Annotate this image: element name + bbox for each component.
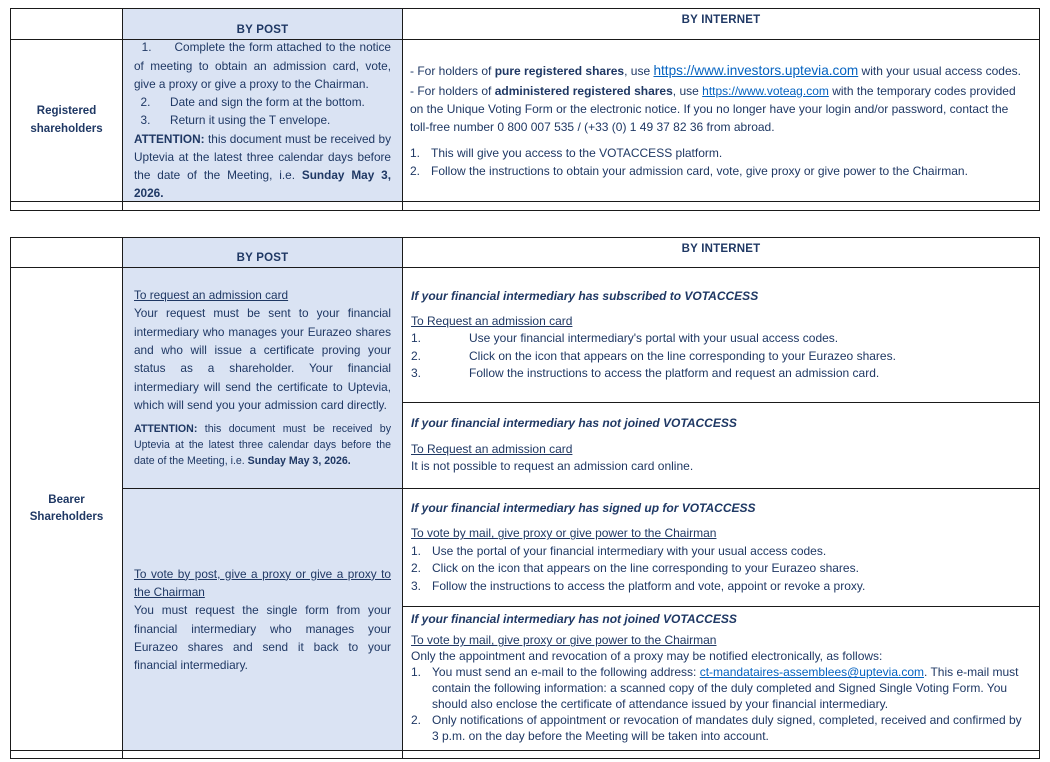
text-segment: To Request an admission card — [411, 441, 573, 456]
list-number: 1. — [411, 665, 422, 680]
text-block — [410, 82, 1029, 136]
text-segment: This will give you access to the VOTACCESS platform. — [431, 145, 723, 160]
uptevia-email-link[interactable]: ct-mandataires-assemblees@uptevia.com — [699, 665, 924, 680]
text-segment: ATTENTION: — [134, 131, 205, 146]
text-segment: It is not possible to request an admission card online. — [411, 459, 694, 474]
t1-by-internet-header — [403, 9, 1039, 40]
list-number: 3. — [411, 366, 422, 381]
text-segment: 1. Complete the form attached to the notice of meeting to obtain an admission card, vote, give a proxy or give a proxy to the Chairman. — [134, 40, 391, 91]
by-post-header-label: BY POST — [236, 24, 289, 36]
text-segment: Use your financial intermediary's portal with your usual access codes. — [469, 331, 839, 346]
text-segment: If your financial intermediary has signed up for VOTACCESS — [411, 501, 756, 516]
text-segment: To vote by mail, give proxy or give power to the Chairman — [411, 633, 717, 648]
text-block — [411, 633, 1029, 649]
registered-shareholders-table — [10, 8, 1040, 211]
list-number: 2. — [411, 348, 422, 363]
t2-spacer-cell — [403, 751, 1039, 758]
text-segment: Follow the instructions to access the platform and vote, appoint or revoke a proxy. — [432, 578, 866, 593]
text-segment: If your financial intermediary has subscribed to VOTACCESS — [411, 288, 759, 303]
spacer — [410, 136, 1029, 144]
text-block — [411, 365, 1029, 382]
text-segment: 3. Return it using the T envelope. — [134, 113, 331, 128]
text-block — [410, 61, 1029, 81]
spacer — [411, 517, 1029, 525]
text-block — [411, 458, 1029, 475]
spacer — [134, 414, 391, 422]
text-segment: pure registered shares — [494, 64, 625, 79]
t2-internet-votaccess-signed-up-cell — [403, 489, 1039, 607]
text-segment: To request an admission card — [134, 288, 289, 303]
t1-spacer-cell — [11, 202, 123, 210]
t2-by-post-header — [123, 238, 403, 268]
list-number: 1. — [411, 543, 422, 558]
t1-spacer-cell — [123, 202, 403, 210]
voteag-link[interactable]: https://www.voteag.com — [702, 83, 829, 98]
text-block — [134, 304, 391, 414]
text-block — [134, 422, 391, 470]
t1-spacer-cell — [403, 202, 1039, 210]
t2-by-internet-header — [403, 238, 1039, 268]
text-block — [134, 565, 391, 602]
text-segment: Sunday May 3, 2026. — [134, 168, 391, 201]
text-segment: Follow the instructions to access the platform and request an admission card. — [469, 366, 880, 381]
bearer-shareholders-table — [10, 237, 1040, 759]
list-number: 2. — [410, 163, 421, 178]
text-segment: this document must be received by Uptevia at the latest three calendar days before the date of the Meeting, i.e. — [134, 423, 391, 467]
t1-by-internet-cell — [403, 40, 1039, 202]
text-block — [410, 162, 1029, 180]
text-block — [411, 288, 1029, 305]
t1-by-post-cell — [123, 40, 403, 202]
t1-corner-cell — [11, 9, 123, 40]
text-segment: administered registered shares — [494, 83, 673, 98]
list-number: 3. — [411, 578, 422, 593]
text-segment: To vote by mail, give proxy or give power to the Chairman — [411, 526, 717, 541]
spacer — [411, 433, 1029, 441]
text-segment: Only the appointment and revocation of a proxy may be notified electronically, as follows: — [411, 649, 883, 664]
text-segment: If your financial intermediary has not joined VOTACCESS — [411, 416, 737, 431]
list-number: 2. — [411, 713, 422, 728]
text-block — [411, 313, 1029, 330]
text-segment: - For holders of — [410, 64, 495, 79]
t2-internet-votaccess-not-joined-admission-cell — [403, 403, 1039, 489]
t2-corner-cell — [11, 238, 123, 268]
text-segment: You must request the single form from your financial intermediary who manages your Eurazeo shares and send it back to your financial intermediary. — [134, 603, 391, 673]
by-internet-header-label: BY INTERNET — [681, 243, 761, 255]
text-segment: Follow the instructions to obtain your admission card, vote, give proxy or give power to the Chairman. — [431, 163, 968, 178]
text-block — [411, 560, 1029, 577]
text-block — [411, 348, 1029, 365]
text-block — [411, 578, 1029, 595]
text-segment: To Request an admission card — [411, 313, 573, 328]
t2-spacer-cell — [11, 751, 123, 758]
text-block — [411, 665, 1029, 713]
text-block — [134, 93, 391, 111]
text-segment: - For holders of — [410, 83, 495, 98]
text-block — [411, 525, 1029, 542]
text-segment: Only notifications of appointment or revocation of mandates duly signed, completed, received and confirmed by 3 p.m. on the day before the Meeting will be taken into account. — [432, 713, 1022, 744]
text-segment: You must send an e-mail to the following address: — [432, 665, 700, 680]
text-block — [134, 130, 391, 202]
text-block — [411, 441, 1029, 458]
by-post-header-label: BY POST — [236, 252, 289, 264]
text-segment: Use the portal of your financial intermediary with your usual access codes. — [432, 543, 827, 558]
list-number: 2. — [411, 561, 422, 576]
text-block — [410, 144, 1029, 162]
text-segment: ATTENTION: — [134, 423, 198, 436]
text-segment: this document must be received by Uptevia at the latest three calendar days before the date of the Meeting, i.e. — [134, 131, 391, 183]
t2-internet-votaccess-subscribed-cell — [403, 268, 1039, 403]
text-block — [134, 111, 391, 129]
text-block — [411, 612, 1029, 628]
t2-by-post-admission-cell — [123, 268, 403, 489]
investors-uptevia-link[interactable]: https://www.investors.uptevia.com — [653, 63, 859, 79]
t2-spacer-cell — [123, 751, 403, 758]
text-segment: 2. Date and sign the form at the bottom. — [134, 95, 365, 110]
bearer-shareholders-label-cell — [11, 268, 123, 751]
text-block — [411, 415, 1029, 432]
text-segment: Click on the icon that appears on the line corresponding to your Eurazeo shares. — [469, 348, 896, 363]
text-block — [411, 713, 1029, 745]
text-block — [411, 330, 1029, 347]
list-number: 1. — [411, 331, 422, 346]
text-segment: , use — [624, 64, 654, 79]
bearer-shareholders-label: Bearer Shareholders — [29, 493, 104, 523]
text-block — [411, 649, 1029, 665]
text-segment: If your financial intermediary has not joined VOTACCESS — [411, 612, 737, 626]
text-segment: , use — [672, 83, 703, 98]
text-segment: Sunday May 3, 2026. — [247, 454, 351, 467]
t2-by-post-vote-cell — [123, 489, 403, 751]
t1-by-post-header — [123, 9, 403, 40]
t2-internet-votaccess-not-joined-vote-cell — [403, 607, 1039, 751]
text-segment: . This e-mail must contain the following information: a scanned copy of the duly completed and Signed Single Voting Form. You should also enclose the certificate of attendance issued by your financial intermediary. — [432, 665, 1019, 712]
spacer — [411, 305, 1029, 313]
text-block — [134, 286, 391, 304]
text-block — [411, 543, 1029, 560]
text-segment: with the temporary codes provided on the Unique Voting Form or the electronic notice. If you no longer have your login and/or password, contact the toll-free number 0 800 007 535 / (+33 (0) 1 49 37 82 36 from abroad. — [410, 83, 1016, 134]
registered-shareholders-label-cell — [11, 40, 123, 202]
text-segment: Click on the icon that appears on the line corresponding to your Eurazeo shares. — [432, 561, 859, 576]
list-number: 1. — [410, 145, 421, 160]
text-block — [134, 601, 391, 674]
by-internet-header-label: BY INTERNET — [681, 14, 761, 26]
registered-shareholders-label: Registered shareholders — [30, 105, 103, 135]
text-segment: Your request must be sent to your financial intermediary who manages your Eurazeo shares and who will issue a certificate proving your status as a shareholder. Your financial intermediary will send the certificate to Uptevia, which will send you your admission card directly. — [134, 306, 391, 412]
text-segment: with your usual access codes. — [858, 64, 1021, 79]
text-block — [411, 500, 1029, 517]
text-segment: To vote by post, give a proxy or give a proxy to the Chairman — [134, 566, 391, 599]
text-block — [134, 40, 391, 93]
